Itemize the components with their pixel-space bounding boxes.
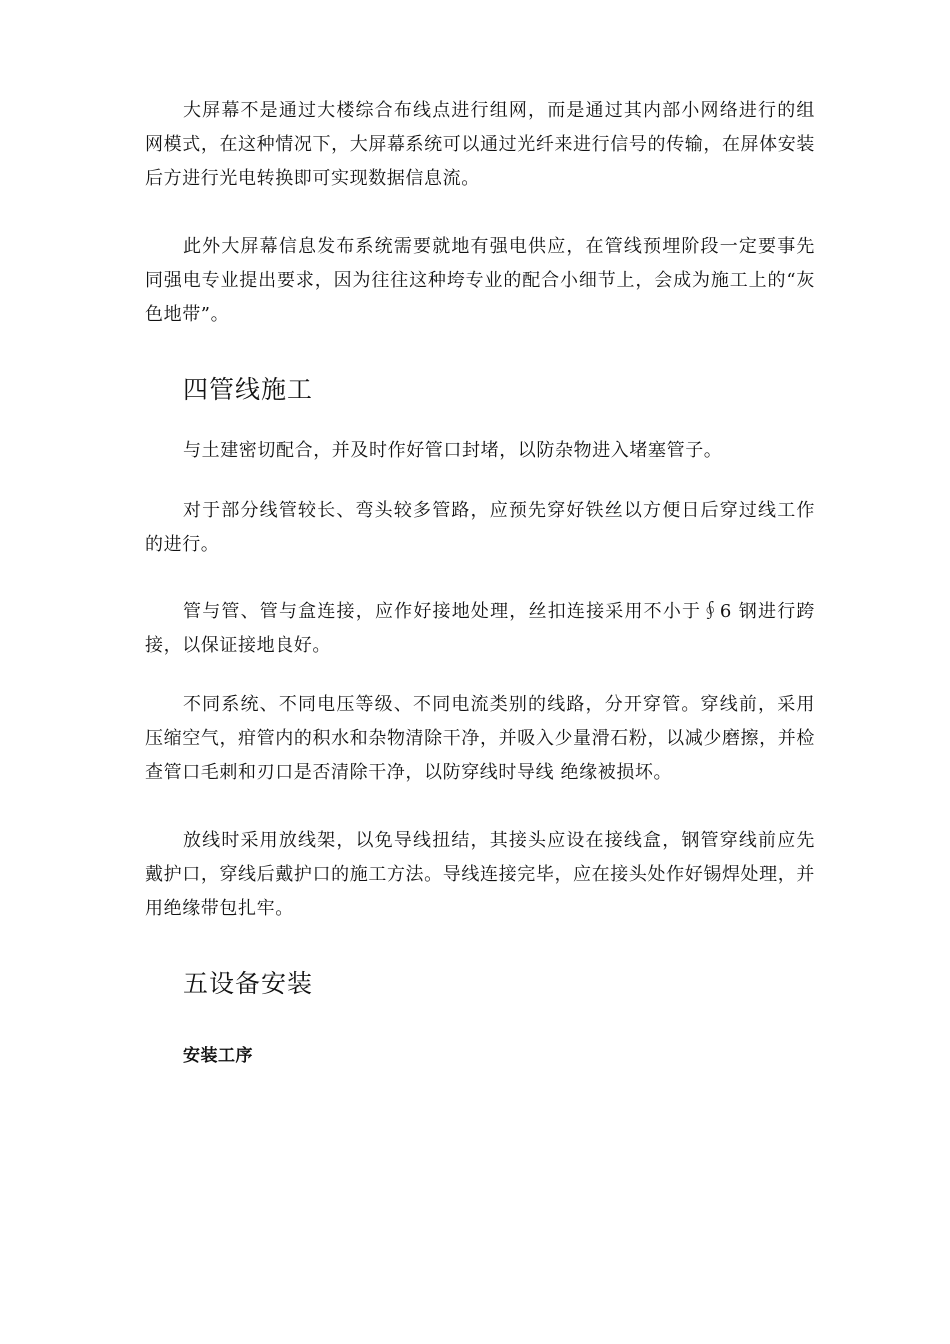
section-heading-pipeline: 四管线施工 [183, 375, 314, 404]
paragraph-pre-wiring: 对于部分线管较长、弯头较多管路，应预先穿好铁丝以方便日后穿过线工作的进行。 [145, 500, 815, 555]
paragraph-power-supply: 此外大屏幕信息发布系统需要就地有强电供应，在管线预埋阶段一定要事先同强电专业提出要求，因为往往这种垮专业的配合小细节上，会成为施工上的“灰色地带”。 [145, 236, 815, 325]
section-heading-equipment: 五设备安装 [183, 969, 314, 998]
subheading-install-process: 安装工序 [183, 1046, 253, 1066]
paragraph-network-mode: 大屏幕不是通过大楼综合布线点进行组网，而是通过其内部小网络进行的组网模式，在这种情况下，大屏幕系统可以通过光纤来进行信号的传输，在屏体安装后方进行光电转换即可实现数据信息流。 [145, 100, 815, 189]
paragraph-wire-pulling: 放线时采用放线架，以免导线扭结，其接头应设在接线盒，钢管穿线前应先戴护口，穿线后戴护口的施工方法。导线连接完毕，应在接头处作好锡焊处理，并用绝缘带包扎牢。 [145, 830, 815, 919]
paragraph-pipe-sealing: 与土建密切配合，并及时作好管口封堵，以防杂物进入堵塞管子。 [183, 440, 723, 461]
paragraph-grounding: 管与管、管与盒连接，应作好接地处理，丝扣连接采用不小于∮6 钢进行跨接，以保证接地良好。 [145, 601, 815, 656]
paragraph-separate-conduits: 不同系统、不同电压等级、不同电流类别的线路，分开穿管。穿线前，采用压缩空气，疳管内的积水和杂物清除干净，并吸入少量滑石粉，以减少磨擦，并检查管口毛刺和刃口是否清除干净，以防穿线时导线 绝缘被损坏。 [145, 694, 815, 783]
